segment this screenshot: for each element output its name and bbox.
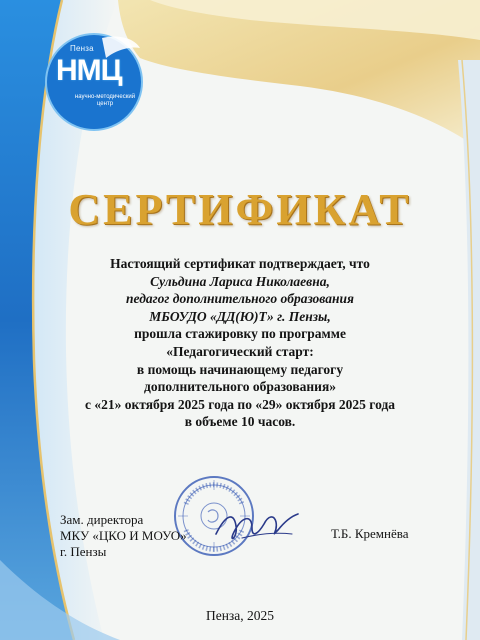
signatory-position-line: Зам. директора xyxy=(60,512,144,527)
internship-dates: с «21» октября 2025 года по «29» октября 2025 года xyxy=(84,396,396,412)
recipient-organization: МБОУДО «ДД(Ю)Т» г. Пензы, xyxy=(149,308,331,324)
signatory-position-line: г. Пензы xyxy=(60,544,107,559)
signatory-name: Т.Б. Кремнёва xyxy=(331,526,409,541)
logo-name: НМЦ xyxy=(56,54,122,87)
program-name: «Педагогический старт: xyxy=(166,343,314,359)
logo-city: Пенза xyxy=(70,44,94,53)
body-line: прошла стажировку по программе xyxy=(134,326,346,342)
internship-hours: в объеме 10 часов. xyxy=(184,414,296,430)
program-name: в помощь начинающему педагогу xyxy=(136,361,344,377)
certificate-title: СЕРТИФИКАТ xyxy=(68,185,412,234)
signatory-position-line: МКУ «ЦКО И МОУО» xyxy=(60,528,187,543)
logo-subtitle: научно-методический центр xyxy=(74,94,136,107)
city-year: Пенза, 2025 xyxy=(205,608,275,623)
certificate-body xyxy=(60,255,420,431)
recipient-name: Сульдина Лариса Николаевна, xyxy=(150,273,330,289)
program-name: дополнительного образования» xyxy=(143,379,336,395)
nmc-logo xyxy=(44,30,152,132)
signatory-position xyxy=(60,512,187,560)
recipient-position: педагог дополнительного образования xyxy=(126,291,354,307)
handwritten-signature xyxy=(212,504,302,548)
body-line: Настоящий сертификат подтверждает, что xyxy=(110,256,370,271)
